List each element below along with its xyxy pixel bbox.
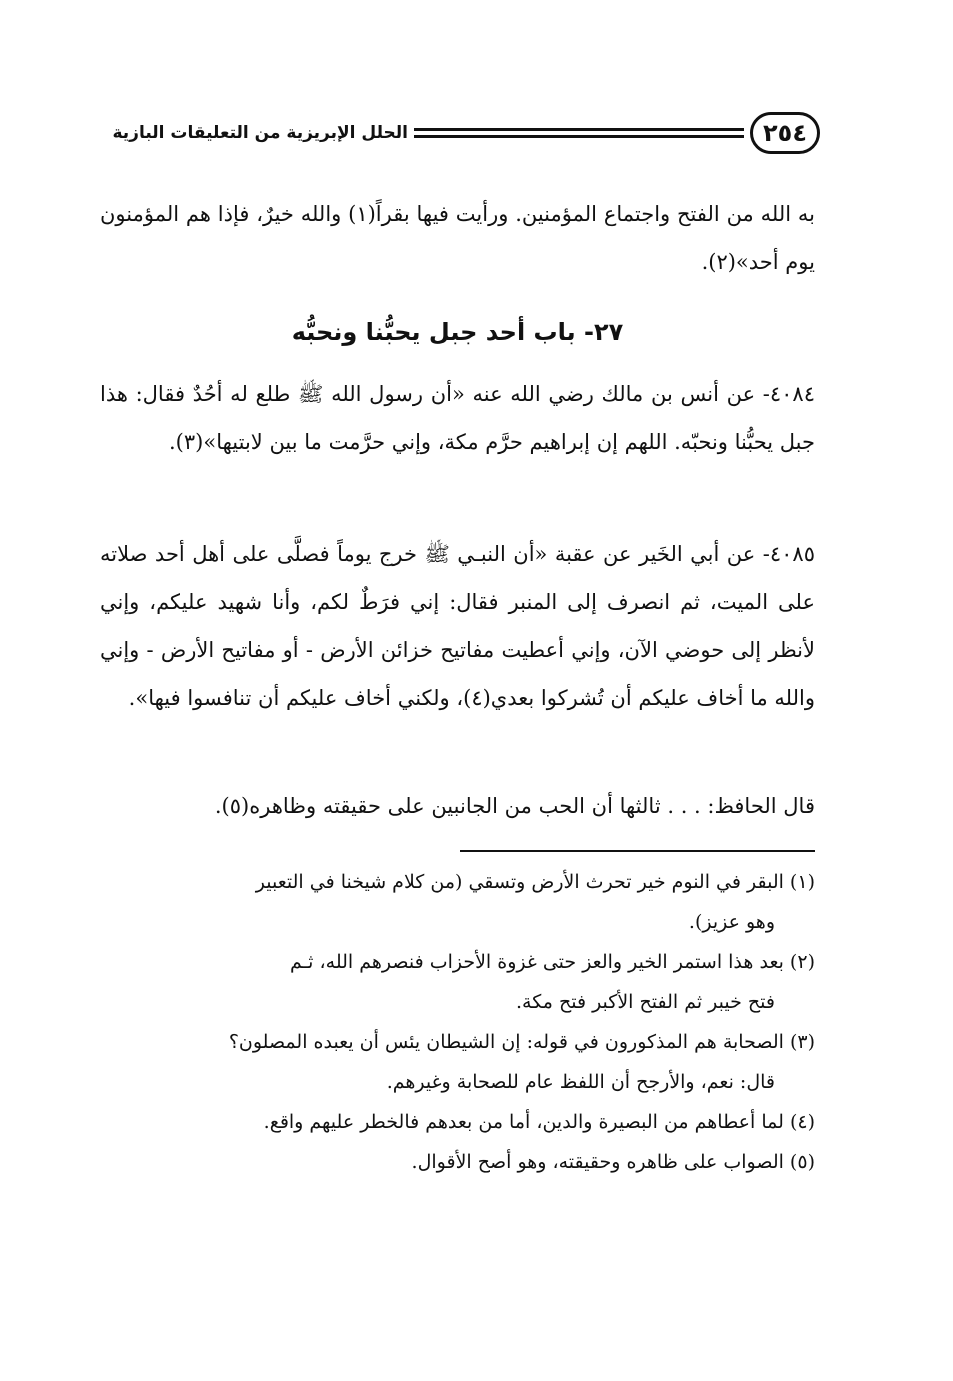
running-header — [100, 108, 820, 158]
page-number: ٢٥٤ — [750, 112, 820, 154]
paragraph-continuation: به الله من الفتح واجتماع المؤمنين. ورأيت فيها بقراً(١) والله خيرٌ، فإذا هم المؤمنون يوم أحد»(٢). — [100, 202, 815, 274]
footnote-1 — [100, 862, 815, 942]
footnote-3-line-1: (٣) الصحابة هم المذكورون في قوله: إن الشيطان يئس أن يعبده المصلون؟ — [228, 1031, 815, 1053]
hafiz-comment: قال الحافظ: . . . ثالثها أن الحب من الجانبين على حقيقته وظاهره(٥). — [214, 794, 815, 818]
footnote-3 — [100, 1022, 815, 1102]
footnote-divider — [460, 850, 815, 852]
chapter-title: ٢٧- باب أحد جبل يحبُّنا ونحبُّه — [291, 318, 624, 346]
hadith-4085: ٤٠٨٥- عن أبي الخَير عن عقبة «أن النبـي ﷺ خرج يوماً فصلَّى على أهل أحد صلاته على الميت، ثم انصرف إلى المنبر فقال: إني فرَطٌ لكم، وأنا شهيد عليكم، وإني لأنظر إلى حوضي الآن، وإني أعطيت مفاتيح خزائن الأرض - أو مفاتيح الأرض - وإني والله ما أخاف عليكم أن تُشركوا بعدي(٤)، ولكني أخاف عليكم أن تنافسوا فيها». — [100, 542, 815, 710]
footnote-3-line-2: قال: نعم، والأرجح أن اللفظ عام للصحابة وغيرهم. — [386, 1071, 775, 1093]
footnote-2-line-2: فتح خيبر ثم الفتح الأكبر فتح مكة. — [516, 991, 775, 1013]
hadith-4084: ٤٠٨٤- عن أنس بن مالك رضي الله عنه «أن رسول الله ﷺ طلع له أحُدٌ فقال: هذا جبل يحبُّنا ونحبّه. اللهم إن إبراهيم حرَّم مكة، وإني حرَّمت ما بين لابتيها»(٣). — [100, 382, 815, 454]
footnote-1-line-1: (١) البقر في النوم خير تحرث الأرض وتسقي (من كلام شيخنا في التعبير — [255, 871, 815, 893]
header-title: الحلل الإبريزية من التعليقات البازية — [112, 123, 408, 143]
footnote-5: (٥) الصواب على ظاهره وحقيقته، وهو أصح الأقوال. — [411, 1151, 815, 1173]
footnotes — [100, 862, 815, 1182]
footnote-2-line-1: (٢) بعد هذا استمر الخير والعز حتى غزوة الأحزاب فنصرهم الله، ثـم — [289, 951, 815, 973]
footnote-4: (٤) لما أعطاهم من البصيرة والدين، أما من بعدهم فالخطر عليهم واقع. — [263, 1111, 815, 1133]
header-rule — [414, 128, 744, 138]
footnote-1-line-2: وهو عزيز). — [688, 911, 775, 933]
footnote-2 — [100, 942, 815, 1022]
